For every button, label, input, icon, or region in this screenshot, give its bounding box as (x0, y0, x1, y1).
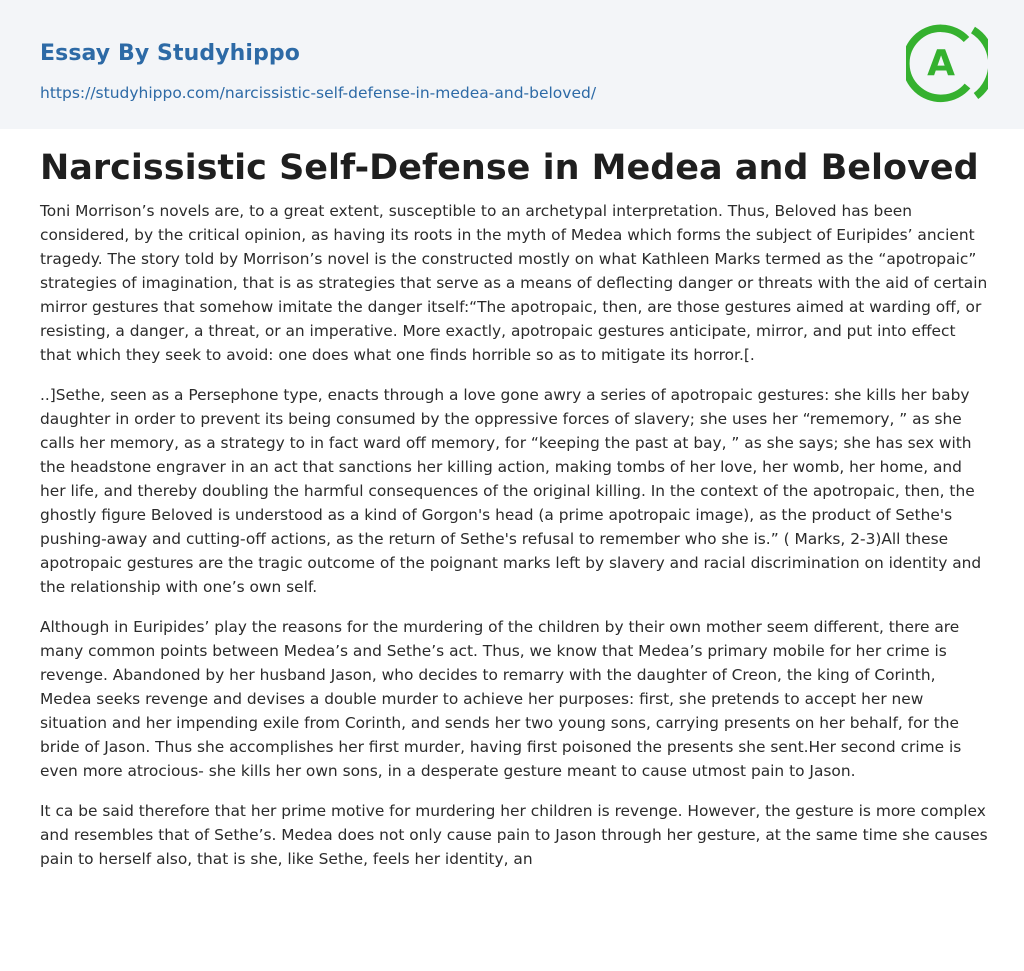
logo-letter: A (927, 43, 955, 84)
site-brand[interactable]: Essay By Studyhippo (40, 41, 300, 66)
article-paragraph-1: Toni Morrison’s novels are, to a great extent, susceptible to an archetypal interpretation. Thus, Beloved has been considered, by the critical opinion, as having its roots in the myth of Medea which forms the subject of Euripides’ ancient tragedy. The story told by Morrison’s novel is the constructed mostly on what Kathleen Marks termed as the “apotropaic” strategies of imagination, that is as strategies that serve as a means of deflecting danger or threats with the aid of certain mirror gestures that somehow imitate the danger itself:“The apotropaic, then, are those gestures aimed at warding off, or resisting, a danger, a threat, or an imperative. More exactly, apotropaic gestures anticipate, mirror, and put into effect that which they seek to avoid: one does what one finds horrible so as to mitigate its horror.[. (40, 202, 988, 364)
page-url-link[interactable]: https://studyhippo.com/narcissistic-self-defense-in-medea-and-beloved/ (40, 84, 597, 102)
article-paragraph-3: Although in Euripides’ play the reasons for the murdering of the children by their own mother seem different, there are many common points between Medea’s and Sethe’s act. Thus, we know that Medea’s primary mobile for her crime is revenge. Abandoned by her husband Jason, who decides to remarry with the daughter of Creon, the king of Corinth, Medea seeks revenge and devises a double murder to achieve her purposes: first, she pretends to accept her new situation and her impending exile from Corinth, and sends her two young sons, carrying presents on her behalf, for the bride of Jason. Thus she accomplishes her first murder, having first poisoned the presents she sent.Her second crime is even more atrocious- she kills her own sons, in a desperate gesture meant to cause utmost pain to Jason. (40, 618, 962, 780)
article (40, 145, 988, 887)
article-paragraph-2: ..]Sethe, seen as a Persephone type, enacts through a love gone awry a series of apotropaic gestures: she kills her baby daughter in order to prevent its being consumed by the oppressive forces of slavery; she uses her “rememory, ” as she calls her memory, as a strategy to in fact ward off memory, for “keeping the past at bay, ” as she says; she has sex with the headstone engraver in an act that sanctions her killing action, making tombs of her love, her womb, her home, and her life, and thereby doubling the harmful consequences of the original killing. In the context of the apotropaic, then, the ghostly figure Beloved is understood as a kind of Gorgon's head (a prime apotropaic image), as the product of Sethe's pushing-away and cutting-off actions, as the return of Sethe's refusal to remember who she is.” ( Marks, 2-3)All these apotropaic gestures are the tragic outcome of the poignant marks left by slavery and racial discrimination on identity and the relationship with one’s own self. (40, 386, 982, 596)
site-header (0, 0, 1024, 129)
article-paragraph-4: It ca be said therefore that her prime motive for murdering her children is revenge. However, the gesture is more complex and resembles that of Sethe’s. Medea does not only cause pain to Jason through her gesture, at the same time she causes pain to herself also, that is she, like Sethe, feels her identity, an (40, 802, 988, 868)
article-title: Narcissistic Self-Defense in Medea and Beloved (40, 148, 979, 188)
studyhippo-logo-icon[interactable] (906, 18, 988, 108)
